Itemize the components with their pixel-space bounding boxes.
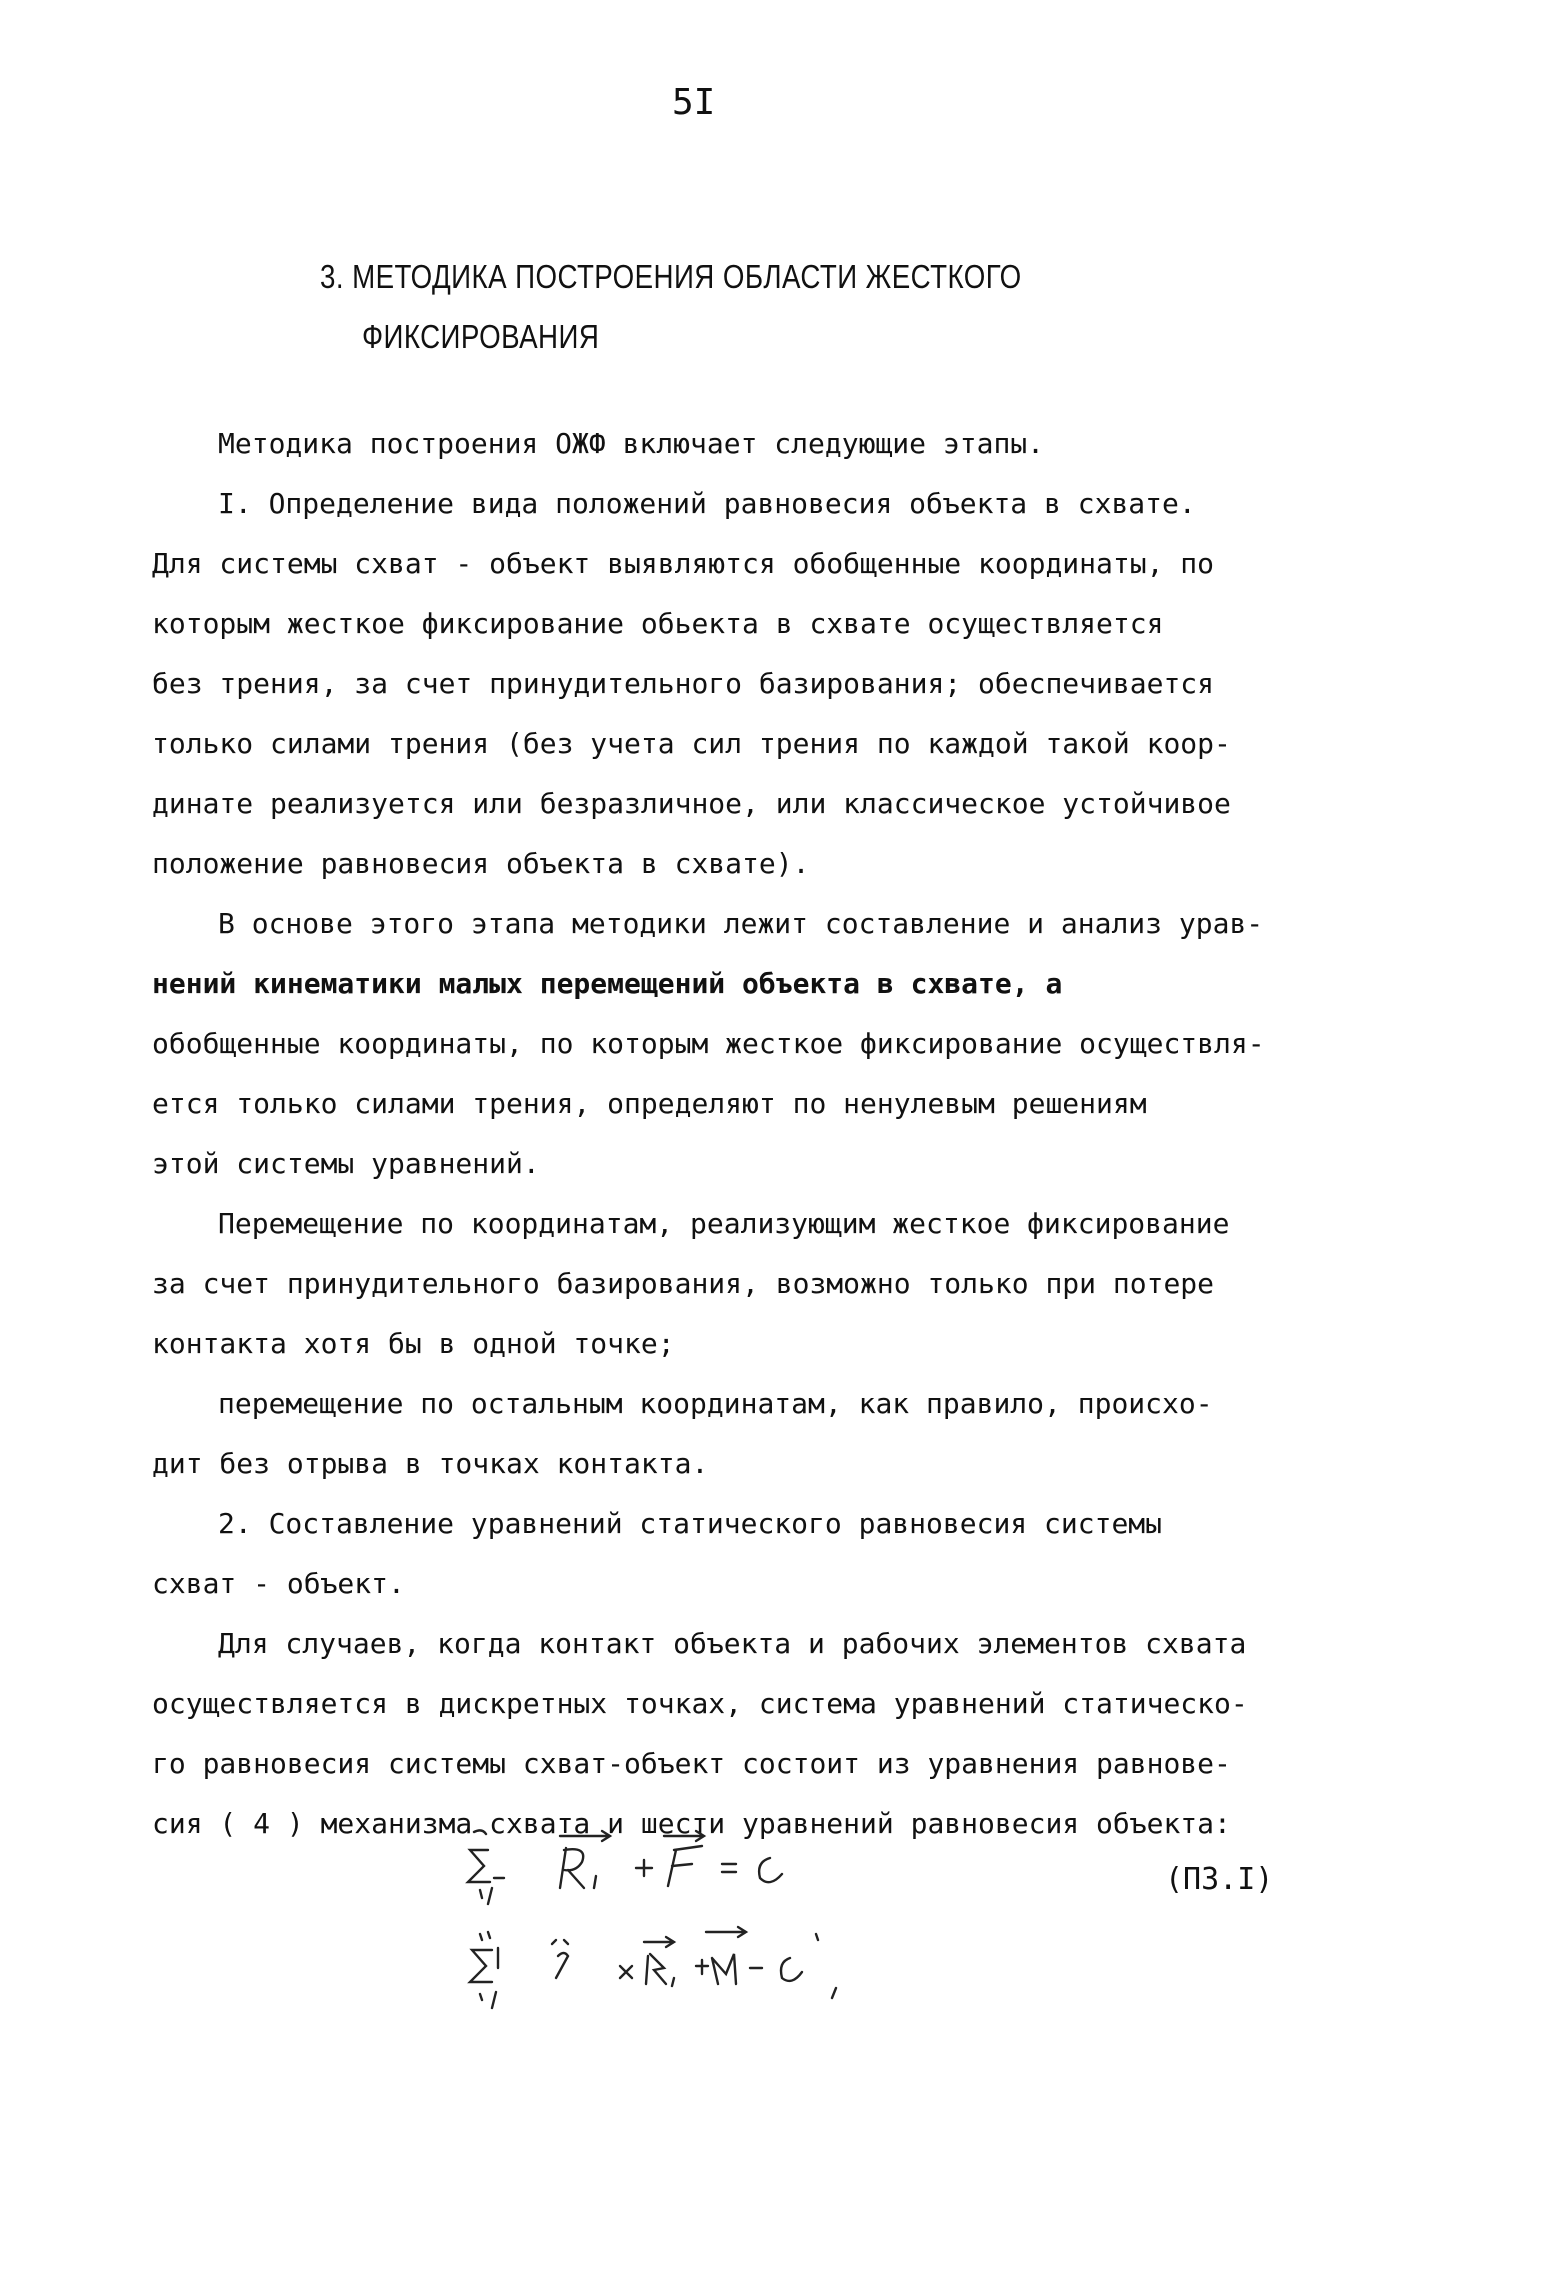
text-line: го равновесия системы схват-объект состоит из уравнения равнове-	[152, 1747, 1231, 1780]
text-line: за счет принудительного базирования, возможно только при потере	[152, 1267, 1215, 1300]
text-line: перемещение по остальным координатам, как правило, происхо-	[218, 1387, 1213, 1420]
page-number: 5I	[672, 82, 716, 123]
text-line: схват - объект.	[152, 1567, 405, 1600]
text-line: этой системы уравнений.	[152, 1147, 540, 1180]
text-line: обобщенные координаты, по которым жесткое фиксирование осуществля-	[152, 1027, 1265, 1060]
text-line: Для системы схват - объект выявляются обобщенные координаты, по	[152, 547, 1215, 580]
text-line: В основе этого этапа методики лежит составление и анализ урав-	[218, 907, 1264, 940]
text-line: Методика построения ОЖФ включает следующие этапы.	[218, 427, 1045, 460]
text-line: без трения, за счет принудительного базирования; обеспечивается	[152, 667, 1215, 700]
text-line: только силами трения (без учета сил трения по каждой такой коор-	[152, 727, 1231, 760]
text-line: Перемещение по координатам, реализующим жесткое фиксирование	[218, 1207, 1230, 1240]
text-line: I. Определение вида положений равновесия объекта в схвате.	[218, 487, 1196, 520]
formula-number: (ПЗ.I)	[1165, 1862, 1274, 1897]
text-line: 2. Составление уравнений статического равновесия системы	[218, 1507, 1163, 1540]
text-line: ется только силами трения, определяют по ненулевым решениям	[152, 1087, 1147, 1120]
handwritten-formula	[460, 1828, 1120, 2068]
text-line: которым жесткое фиксирование обьекта в схвате осуществляется	[152, 607, 1164, 640]
section-heading-line-1: 3. МЕТОДИКА ПОСТРОЕНИЯ ОБЛАСТИ ЖЕСТКОГО	[320, 258, 1022, 295]
text-line: Для случаев, когда контакт объекта и рабочих элементов схвата	[218, 1627, 1247, 1660]
section-heading-line-2: ФИКСИРОВАНИЯ	[362, 318, 600, 355]
text-line: положение равновесия объекта в схвате).	[152, 847, 810, 880]
text-line: контакта хотя бы в одной точке;	[152, 1327, 675, 1360]
text-line: осуществляется в дискретных точках, система уравнений статическо-	[152, 1687, 1248, 1720]
text-line: дит без отрыва в точках контакта.	[152, 1447, 709, 1480]
text-line: сия ( 4 ) механизма схвата и шести уравнений равновесия объекта:	[152, 1807, 1231, 1840]
text-line: динате реализуется или безразличное, или классическое устойчивое	[152, 787, 1231, 820]
text-line: нений кинематики малых перемещений объекта в схвате, а	[152, 967, 1063, 1000]
